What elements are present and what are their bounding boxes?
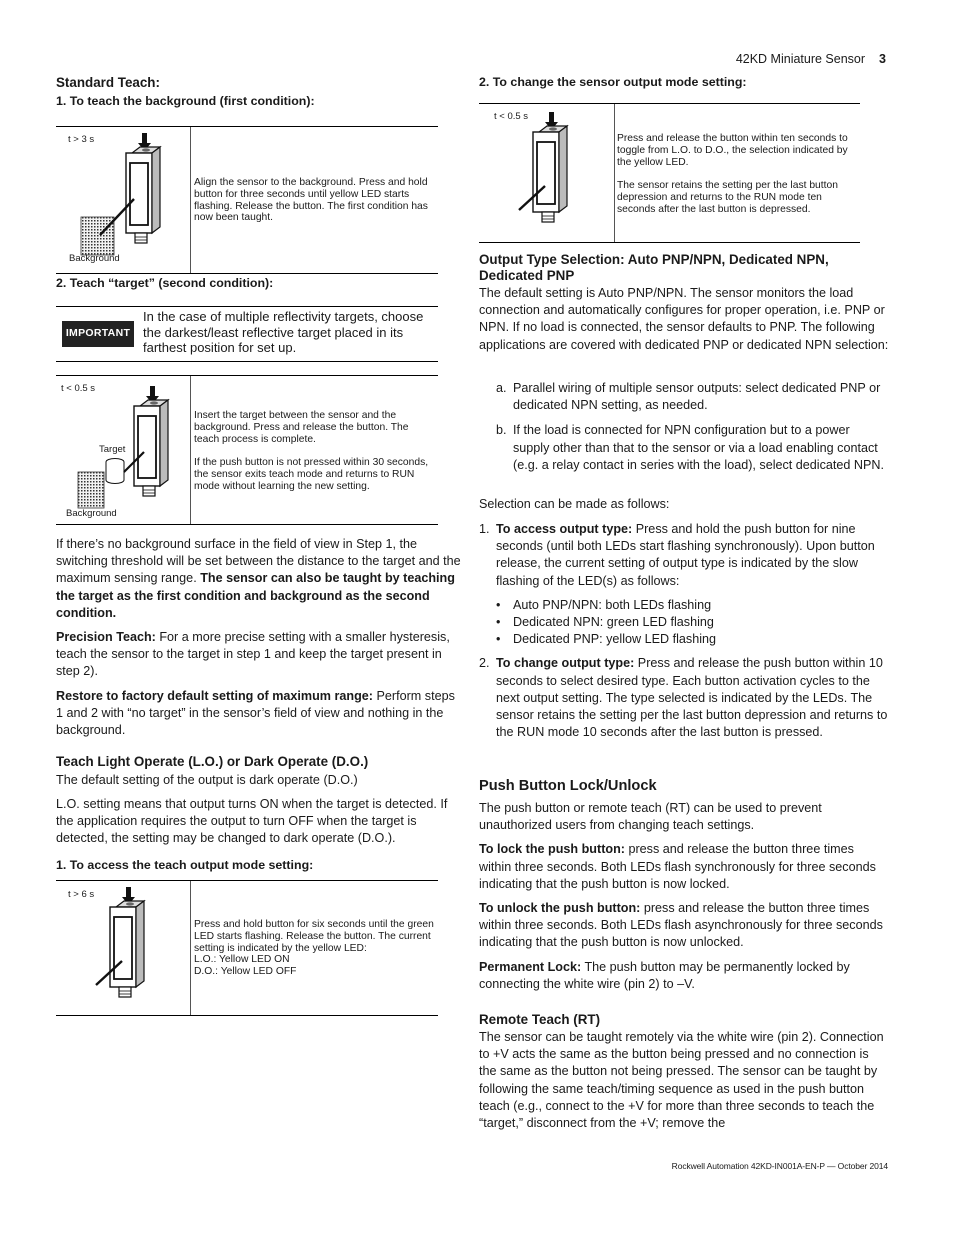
figure-change-mode	[479, 103, 860, 243]
important-note	[56, 306, 438, 362]
list-marker: 2.	[479, 656, 490, 671]
list-item	[496, 422, 889, 474]
bold-text: To unlock the push button:	[479, 901, 641, 916]
list-text: Press and release the push button within 10 seconds to select desired type. Each button activation cycles to the next output setting. The type selected is indicated by the LEDs. The sensor retains the setting per the last button depression and returns to the RUN mode 10 seconds after the last button is pressed.	[496, 656, 888, 740]
paragraph: The push button or remote teach (RT) can be used to prevent unauthorized users from changing teach settings.	[479, 801, 822, 833]
figure-text-lo: L.O.: Yellow LED ON	[194, 954, 290, 966]
sensor-illustration	[499, 104, 609, 242]
list-marker: a.	[496, 381, 507, 395]
paragraph	[56, 688, 464, 740]
figure-teach-background	[56, 126, 438, 274]
paragraph	[479, 900, 889, 952]
bullet-list	[479, 597, 889, 649]
sensor-illustration	[76, 881, 186, 1015]
time-label: t < 0.5 s	[61, 383, 96, 394]
figure-text-1: Insert the target between the sensor and the background. Press and release the button. The teach process is complete.	[194, 410, 409, 445]
paragraph: The sensor can be taught remotely via the white wire (pin 2). Connection to +V acts the same as the button being pressed and no connection is the same as the button not being pressed. The sensor can be taught by following the same teach/timing sequence as used in the push button teach (e.g., connect to the +V for more than three seconds to teach the “target,” disconnect from the +V; remove the	[479, 1030, 884, 1131]
figure-text-do: D.O.: Yellow LED OFF	[194, 966, 297, 978]
list-text: If the load is connected for NPN configuration but to a power supply other than that to the sensor or via a load enabling contact (e.g. a relay contact in series with the load), select dedicated NPN.	[513, 423, 884, 472]
figure-access-mode	[56, 880, 438, 1016]
page-footer: Rockwell Automation 42KD-IN001A-EN-P — October 2014	[671, 1161, 888, 1171]
bullet-icon: •	[496, 632, 501, 647]
background-label: Background	[69, 253, 120, 264]
text: press and release the button three times within three seconds. Both LEDs flash asynchronously for three seconds indicating that the push button is now unlocked.	[479, 901, 883, 950]
target-label: Target	[99, 444, 126, 455]
paragraph	[479, 959, 889, 993]
left-body	[56, 536, 464, 746]
list-item	[479, 521, 889, 590]
lock-heading: Push Button Lock/Unlock	[479, 778, 657, 794]
access-heading: 1. To access the teach output mode setting:	[56, 858, 314, 872]
step1-heading: 1. To teach the background (first condition):	[56, 94, 315, 108]
figure-text	[194, 919, 438, 978]
paragraph: The default setting is Auto PNP/NPN. The sensor monitors the load connection and automatically configures for proper operation, i.e. PNP or NPN. If no load is connected, the sensor defaults to PNP. The following applications are covered with dedicated PNP or dedicated NPN selection:	[479, 286, 889, 352]
time-label: t < 0.5 s	[494, 111, 529, 122]
text: For a more precise setting with a smaller hysteresis, teach the sensor to the target in step 1 and keep the target present in step 2).	[56, 630, 450, 679]
list-text: Press and hold the push button for nine seconds (until both LEDs start flashing synchronously). Upon button release, the current setting of output type is indicated by the slow flashing of the LED(s) as follows:	[496, 522, 875, 588]
figure-text: Align the sensor to the background. Press and hold button for three seconds until yellow LED starts flashing. Release the button. The first condition has now been taught.	[194, 177, 428, 224]
figure-divider	[190, 127, 191, 273]
bold-text: To access output type:	[496, 522, 633, 536]
bold-text: Precision Teach:	[56, 630, 156, 645]
list-marker: 1.	[479, 522, 490, 536]
figure-text-2: If the push button is not pressed within 30 seconds, the sensor exits teach mode and returns to RUN mode without learning the new setting.	[194, 457, 429, 492]
bullet-icon: •	[496, 615, 501, 630]
list-marker: b.	[496, 423, 507, 438]
figure-text-main: Press and hold button for six seconds until the green LED starts flashing. Release the button. The current setting is indicated by the yellow LED:	[194, 919, 434, 954]
alpha-list	[496, 380, 889, 474]
list-item	[496, 631, 889, 648]
figure-divider	[614, 104, 615, 242]
paragraph	[479, 841, 889, 893]
figure-text-1: Press and release the button within ten seconds to toggle from L.O. to D.O., the selection indicated by the yellow LED.	[617, 133, 848, 168]
paragraph	[56, 629, 464, 681]
page-header	[736, 51, 886, 68]
remote-teach-heading: Remote Teach (RT)	[479, 1012, 601, 1027]
important-badge: IMPORTANT	[62, 321, 134, 347]
figure-teach-target	[56, 375, 438, 525]
bold-text: The sensor can also be taught by teaching the target as the first condition and background as the second condition.	[56, 571, 455, 620]
figure-text-2: The sensor retains the setting per the last button depression and returns to the RUN mode ten seconds after the last button is depressed.	[617, 180, 838, 215]
list-text: Auto PNP/NPN: both LEDs flashing	[513, 597, 712, 612]
list-item	[479, 655, 889, 741]
list-item	[496, 380, 889, 414]
paragraph: Selection can be made as follows:	[479, 497, 670, 511]
figure-divider	[190, 376, 191, 524]
bullet-icon: •	[496, 597, 501, 612]
time-label: t > 6 s	[68, 889, 95, 900]
header-title: 42KD Miniature Sensor	[735, 52, 866, 66]
output-type-heading: Output Type Selection: Auto PNP/NPN, Dedicated NPN, Dedicated PNP	[479, 252, 829, 283]
figure-divider	[190, 881, 191, 1015]
list-text: Parallel wiring of multiple sensor outputs: select dedicated PNP or dedicated NPN setting, as needed.	[513, 381, 881, 413]
bold-text: To lock the push button:	[479, 842, 625, 857]
text: If there’s no background surface in the field of view in Step 1, the switching threshold will be set between the distance to the target and the maximum sensing range.	[56, 537, 461, 586]
change-heading: 2. To change the sensor output mode setting:	[479, 75, 747, 89]
sensor-illustration	[66, 376, 191, 524]
paragraph	[56, 536, 464, 622]
paragraph: L.O. setting means that output turns ON when the target is detected. If the application requires the output to turn OFF when the target is detected, the setting may be changed to dark operate (D.O.).	[56, 797, 448, 846]
bold-text: Restore to factory default setting of maximum range:	[56, 688, 373, 703]
background-label: Background	[66, 508, 117, 519]
list-item	[496, 614, 889, 631]
bold-text: Permanent Lock:	[479, 959, 582, 974]
standard-teach-heading: Standard Teach:	[56, 75, 160, 90]
list-text: Dedicated PNP: yellow LED flashing	[513, 632, 717, 647]
lo-do-heading: Teach Light Operate (L.O.) or Dark Operate (D.O.)	[56, 754, 369, 769]
page-number: 3	[879, 52, 886, 66]
paragraph: The default setting of the output is dark operate (D.O.)	[56, 773, 358, 787]
text: Perform steps 1 and 2 with “no target” in the sensor’s field of view and nothing in the background.	[56, 688, 455, 738]
important-text: In the case of multiple reflectivity targets, choose the darkest/least reflective target placed in its farthest position for set up.	[143, 309, 424, 355]
list-text: Dedicated NPN: green LED flashing	[513, 615, 714, 630]
text: The push button may be permanently locked by connecting the white wire (pin 2) to –V.	[479, 959, 850, 991]
bold-text: To change output type:	[496, 656, 635, 671]
list-item	[496, 597, 889, 614]
step2-heading: 2. Teach “target” (second condition):	[56, 276, 274, 290]
text: press and release the button three times within three seconds. Both LEDs flash synchronously for three seconds indicating that the push button is now locked.	[479, 842, 876, 891]
lock-body	[479, 800, 889, 1000]
time-label: t > 3 s	[68, 134, 95, 145]
numbered-list	[479, 521, 889, 741]
